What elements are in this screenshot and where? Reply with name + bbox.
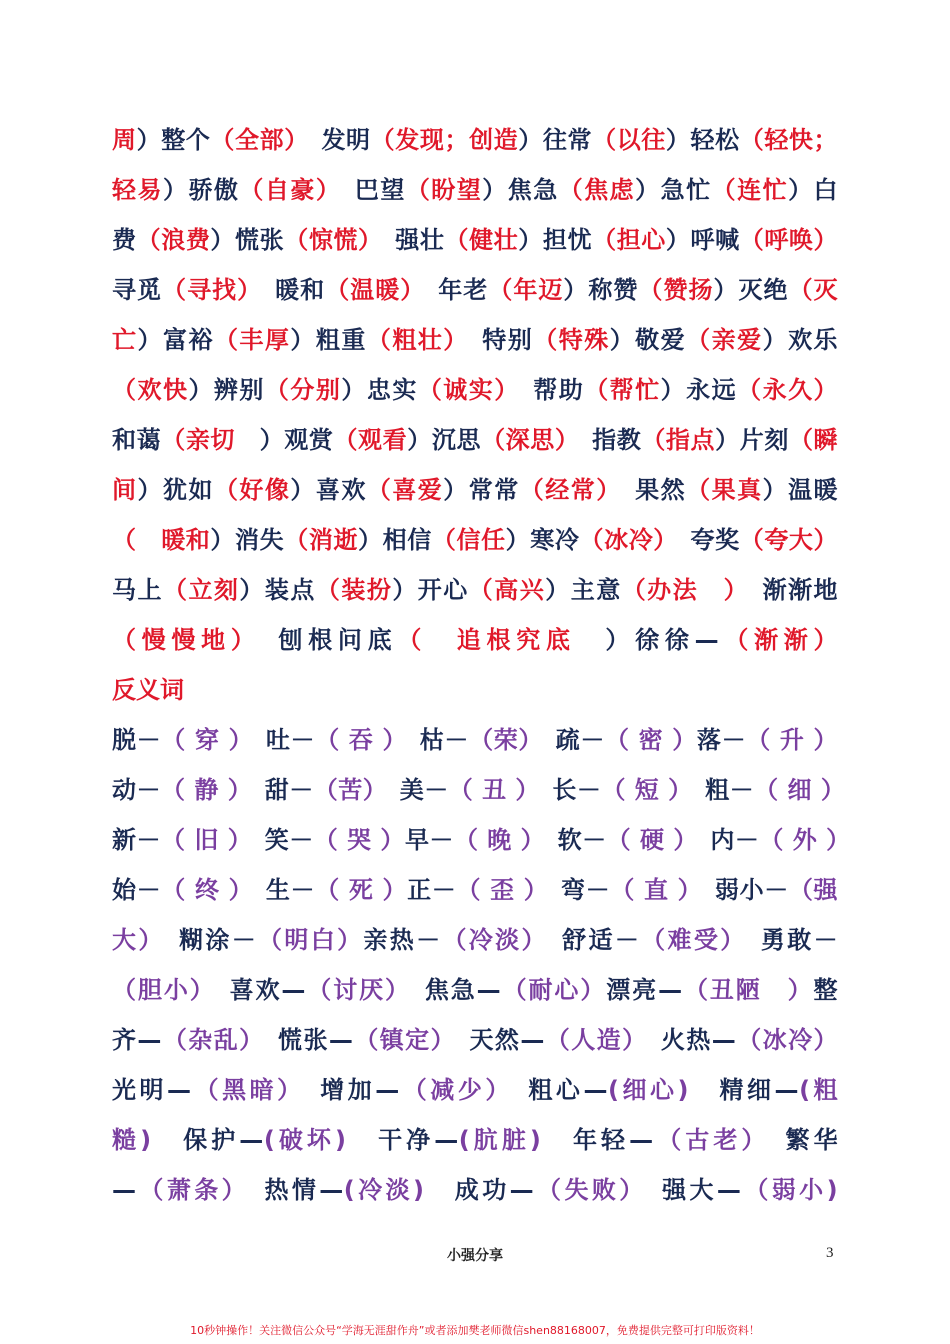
word-text: 指教 <box>567 426 642 454</box>
answer-text: （亲爱 <box>686 326 763 354</box>
answer-text: （夸大） <box>739 526 839 554</box>
word-text: ）白 <box>788 176 839 204</box>
answer-text: （深思） <box>481 426 568 454</box>
answer-text: （惊慌） <box>284 226 371 254</box>
word-text: 光明— <box>112 1076 192 1104</box>
answer-text: （连忙 <box>711 176 789 204</box>
answer-text: （自豪） <box>239 176 330 204</box>
answer-text: （经常） <box>519 476 610 504</box>
answer-text: （高兴 <box>468 576 546 604</box>
promo-banner: 10秒钟操作！关注微信公众号“学海无涯甜作舟”或者添加樊老师微信shen88168007，免费提供完整可打印版资料！ <box>190 1324 760 1337</box>
answer-text: （减少） <box>399 1076 501 1104</box>
answer-text: （冷淡） <box>440 926 536 954</box>
synonym-line <box>112 115 838 165</box>
answer-text: （人造） <box>544 1026 636 1054</box>
word-text: ）消失 <box>210 526 285 554</box>
synonym-section <box>112 115 838 665</box>
antonym-line <box>112 1115 838 1165</box>
word-text: 帮助 <box>507 376 585 404</box>
word-text: 天然— <box>444 1026 545 1054</box>
answer-text: (粗 <box>799 1076 839 1104</box>
word-text: ）主意 <box>545 576 622 604</box>
answer-text: （萧条） <box>136 1176 238 1204</box>
answer-text: （永久） <box>737 376 839 404</box>
answer-text: （年迈 <box>488 276 564 304</box>
word-text: 吐－ <box>241 726 316 754</box>
answer-text: （全部） <box>210 126 297 154</box>
answer-text: （ 歪 ） <box>456 876 537 904</box>
answer-text: （胆小） <box>112 976 204 1004</box>
word-text: ）呼喊 <box>665 226 740 254</box>
answer-text: （强 <box>788 876 839 904</box>
word-text: ）辨别 <box>188 376 265 404</box>
answer-text: （指点 <box>641 426 716 454</box>
answer-text: （担心 <box>592 226 666 254</box>
word-text: 舒适－ <box>535 926 640 954</box>
answer-text: （ 外 ） <box>759 826 851 854</box>
word-text: 生－ <box>241 876 316 904</box>
word-text: ）往常 <box>518 126 593 154</box>
word-text: 落－ <box>696 726 747 754</box>
answer-text: 间 <box>112 476 138 504</box>
word-text: 粗－ <box>680 776 755 804</box>
antonym-line <box>112 1165 838 1215</box>
answer-text: （耐心） <box>501 976 607 1004</box>
antonym-line <box>112 715 838 765</box>
word-text: 寻觅 <box>112 276 163 304</box>
answer-text: （焦虑 <box>558 176 636 204</box>
answer-text: （ 旧 ） <box>161 826 241 854</box>
answer-text: （失败） <box>534 1176 635 1204</box>
answer-text: （ 死 ） <box>315 876 408 904</box>
answer-text: （观看 <box>333 426 408 454</box>
word-text: 糊涂－ <box>152 926 257 954</box>
answer-text: （健壮 <box>444 226 519 254</box>
word-text: 渐渐地 <box>737 576 839 604</box>
answer-text: （帮忙 <box>584 376 661 404</box>
answer-text: （ 静 ） <box>161 776 241 804</box>
word-text: 内－ <box>685 826 760 854</box>
page-number: 3 <box>826 1245 834 1261</box>
word-text: 果然 <box>609 476 687 504</box>
antonym-section <box>112 715 851 1215</box>
answer-text: （丑陋 ） <box>682 976 814 1004</box>
synonym-line <box>112 365 838 415</box>
word-text: ）担忧 <box>518 226 593 254</box>
answer-text: （ 终 ） <box>161 876 242 904</box>
word-text: 枯－ <box>395 726 469 754</box>
antonym-line <box>112 815 851 865</box>
answer-text: （ 直 ） <box>610 876 691 904</box>
word-text: 脱－ <box>112 726 162 754</box>
word-text: ）常常 <box>443 476 520 504</box>
answer-text: （分别 <box>264 376 342 404</box>
word-text: 强大— <box>634 1176 742 1204</box>
footer-author: 小强分享 <box>447 1248 503 1264</box>
answer-text: （难受） <box>639 926 735 954</box>
answer-text: （寻找） <box>162 276 251 304</box>
word-text: 美－ <box>375 776 449 804</box>
word-text: 费 <box>112 226 137 254</box>
word-text: 慌张— <box>252 1026 354 1054</box>
answer-text: （ 硬 ） <box>606 826 686 854</box>
word-text: 长－ <box>527 776 602 804</box>
answer-text: （立刻 <box>162 576 240 604</box>
answer-text: （冰冷） <box>579 526 666 554</box>
answer-text: （装扮 <box>315 576 393 604</box>
word-text: 刨根问底 <box>248 626 398 654</box>
answer-text: （发现；创造 <box>370 126 519 154</box>
synonym-line <box>112 565 838 615</box>
word-text: 夸奖 <box>665 526 740 554</box>
answer-text: （ 穿 ） <box>161 726 242 754</box>
word-text: 热情— <box>237 1176 344 1204</box>
answer-text: （ 细 ） <box>754 776 846 804</box>
word-text: 巴望 <box>329 176 406 204</box>
word-text: ）相信 <box>358 526 432 554</box>
word-text: ）欢乐 <box>762 326 839 354</box>
word-text: ）轻松 <box>665 126 740 154</box>
answer-text: （ 追根究底 <box>397 626 606 654</box>
synonym-line <box>112 465 838 515</box>
word-text: 发明 <box>296 126 371 154</box>
answer-text: （杂乱） <box>161 1026 253 1054</box>
word-text: 始－ <box>112 876 162 904</box>
answer-text: （ 短 ） <box>601 776 681 804</box>
word-text: ）开心 <box>392 576 469 604</box>
answer-text: （慢慢地） <box>112 626 249 654</box>
word-text: 漂亮— <box>606 976 683 1004</box>
synonym-line <box>112 615 838 665</box>
answer-text: （苦） <box>313 776 376 804</box>
word-text: 马上 <box>112 576 163 604</box>
word-text: — <box>112 1176 137 1204</box>
word-text: ）忠实 <box>341 376 418 404</box>
antonym-line <box>112 1065 838 1115</box>
word-text: ）慌张 <box>210 226 285 254</box>
antonym-line <box>112 1015 838 1065</box>
answer-text: （粗壮） <box>366 326 457 354</box>
word-text: 正－ <box>407 876 457 904</box>
answer-text: （特殊 <box>533 326 610 354</box>
antonym-line <box>112 765 846 815</box>
answer-text: （轻快； <box>739 126 839 154</box>
word-text: ）富裕 <box>137 326 214 354</box>
word-text: 整 <box>813 976 839 1004</box>
answer-text: （讨厌） <box>305 976 399 1004</box>
answer-text: （古老） <box>653 1126 758 1154</box>
word-text: 年轻— <box>541 1126 654 1154</box>
word-text: 保护— <box>151 1126 264 1154</box>
word-text: 亲热－ <box>363 926 441 954</box>
word-text: 粗心— <box>500 1076 608 1104</box>
word-text: 笑－ <box>240 826 314 854</box>
word-text: ）灭绝 <box>713 276 789 304</box>
word-text: 勇敢－ <box>734 926 839 954</box>
word-list-content <box>112 115 851 1215</box>
word-text: 弯－ <box>536 876 611 904</box>
word-text: ）急忙 <box>635 176 712 204</box>
answer-text: （赞扬 <box>638 276 714 304</box>
word-text: ）喜欢 <box>290 476 367 504</box>
synonym-line <box>112 165 838 215</box>
synonym-line <box>112 515 838 565</box>
synonym-line <box>112 215 838 265</box>
word-text: ）观赏 <box>259 426 334 454</box>
word-text: 精细— <box>688 1076 800 1104</box>
word-text: 软－ <box>533 826 607 854</box>
answer-text: （ 吞 ） <box>315 726 396 754</box>
answer-text: （明白） <box>256 926 364 954</box>
word-text: ）骄傲 <box>162 176 240 204</box>
answer-text: （喜爱 <box>366 476 444 504</box>
word-text: 和蔼 <box>112 426 162 454</box>
word-text: ）敬爱 <box>609 326 687 354</box>
answer-text: （呼唤） <box>739 226 839 254</box>
word-text: 焦急— <box>398 976 502 1004</box>
word-text: ）整个 <box>136 126 211 154</box>
answer-text: （信任 <box>431 526 506 554</box>
answer-text: 糙) <box>112 1126 152 1154</box>
answer-text: （荣） <box>468 726 532 754</box>
answer-text: （盼望 <box>405 176 483 204</box>
word-text: 繁华 <box>757 1126 839 1154</box>
word-text: ）徐徐— <box>605 626 720 654</box>
answer-text: （冰冷） <box>736 1026 839 1054</box>
synonym-line <box>112 265 838 315</box>
answer-text: (破坏) <box>263 1126 347 1154</box>
word-text: ）寒冷 <box>505 526 580 554</box>
word-text: ）犹如 <box>137 476 214 504</box>
answer-text: （以往 <box>592 126 666 154</box>
word-text: ）沉思 <box>407 426 482 454</box>
answer-text: （ 哭 ） <box>313 826 405 854</box>
answer-text: （浪费 <box>136 226 211 254</box>
answer-text: （办法 ） <box>621 576 738 604</box>
answer-text: （ 暖和 <box>112 526 211 554</box>
word-text: 甜－ <box>240 776 314 804</box>
word-text: ）粗重 <box>290 326 367 354</box>
answer-text: （欢快 <box>112 376 189 404</box>
word-text: ）温暖 <box>762 476 839 504</box>
answer-text: （镇定） <box>353 1026 445 1054</box>
answer-text: （ 密 ） <box>604 726 697 754</box>
answer-text: 周 <box>112 126 137 154</box>
word-text: 疏－ <box>531 726 605 754</box>
word-text: 动－ <box>112 776 161 804</box>
answer-text: 大） <box>112 926 153 954</box>
answer-text: (细心) <box>607 1076 689 1104</box>
answer-text: （ 升 ） <box>746 726 839 754</box>
word-text: 增加— <box>292 1076 400 1104</box>
answer-text: （诚实） <box>417 376 508 404</box>
word-text: 成功— <box>424 1176 535 1204</box>
answer-text: （ 丑 ） <box>448 776 528 804</box>
word-text: 暖和 <box>250 276 326 304</box>
antonym-line <box>112 965 838 1015</box>
answer-text: （果真 <box>686 476 763 504</box>
answer-text: （渐渐） <box>719 626 839 654</box>
word-text: 齐— <box>112 1026 162 1054</box>
word-text: 年老 <box>413 276 489 304</box>
antonym-line <box>112 865 838 915</box>
answer-text: （温暖） <box>325 276 414 304</box>
answer-text: (肮脏) <box>458 1126 542 1154</box>
synonym-line <box>112 315 838 365</box>
answer-text: （消逝 <box>284 526 359 554</box>
answer-text: (冷淡) <box>343 1176 425 1204</box>
answer-text: （好像 <box>213 476 291 504</box>
answer-text: （亲切 <box>161 426 260 454</box>
answer-text: （弱小) <box>741 1176 839 1204</box>
synonym-line <box>112 415 838 465</box>
word-text: 新－ <box>112 826 161 854</box>
word-text: ）装点 <box>239 576 316 604</box>
word-text: ）焦急 <box>482 176 559 204</box>
answer-text: （黑暗） <box>191 1076 293 1104</box>
answer-text: （丰厚 <box>213 326 291 354</box>
word-text: ）称赞 <box>563 276 639 304</box>
word-text: ）片刻 <box>715 426 789 454</box>
answer-text: 亡 <box>112 326 138 354</box>
word-text: 喜欢— <box>203 976 306 1004</box>
answer-text: 轻易 <box>112 176 163 204</box>
word-text: 干净— <box>346 1126 459 1154</box>
answer-text: （ 晚 ） <box>453 826 534 854</box>
antonym-line <box>112 915 838 965</box>
word-text: 弱小－ <box>690 876 789 904</box>
word-text: 早－ <box>404 826 454 854</box>
word-text: ）永远 <box>660 376 738 404</box>
word-text: 火热— <box>635 1026 737 1054</box>
word-text: 特别 <box>456 326 534 354</box>
word-text: 强壮 <box>370 226 445 254</box>
answer-text: （瞬 <box>788 426 839 454</box>
antonym-heading: 反义词 <box>112 676 184 704</box>
answer-text: （灭 <box>788 276 839 304</box>
